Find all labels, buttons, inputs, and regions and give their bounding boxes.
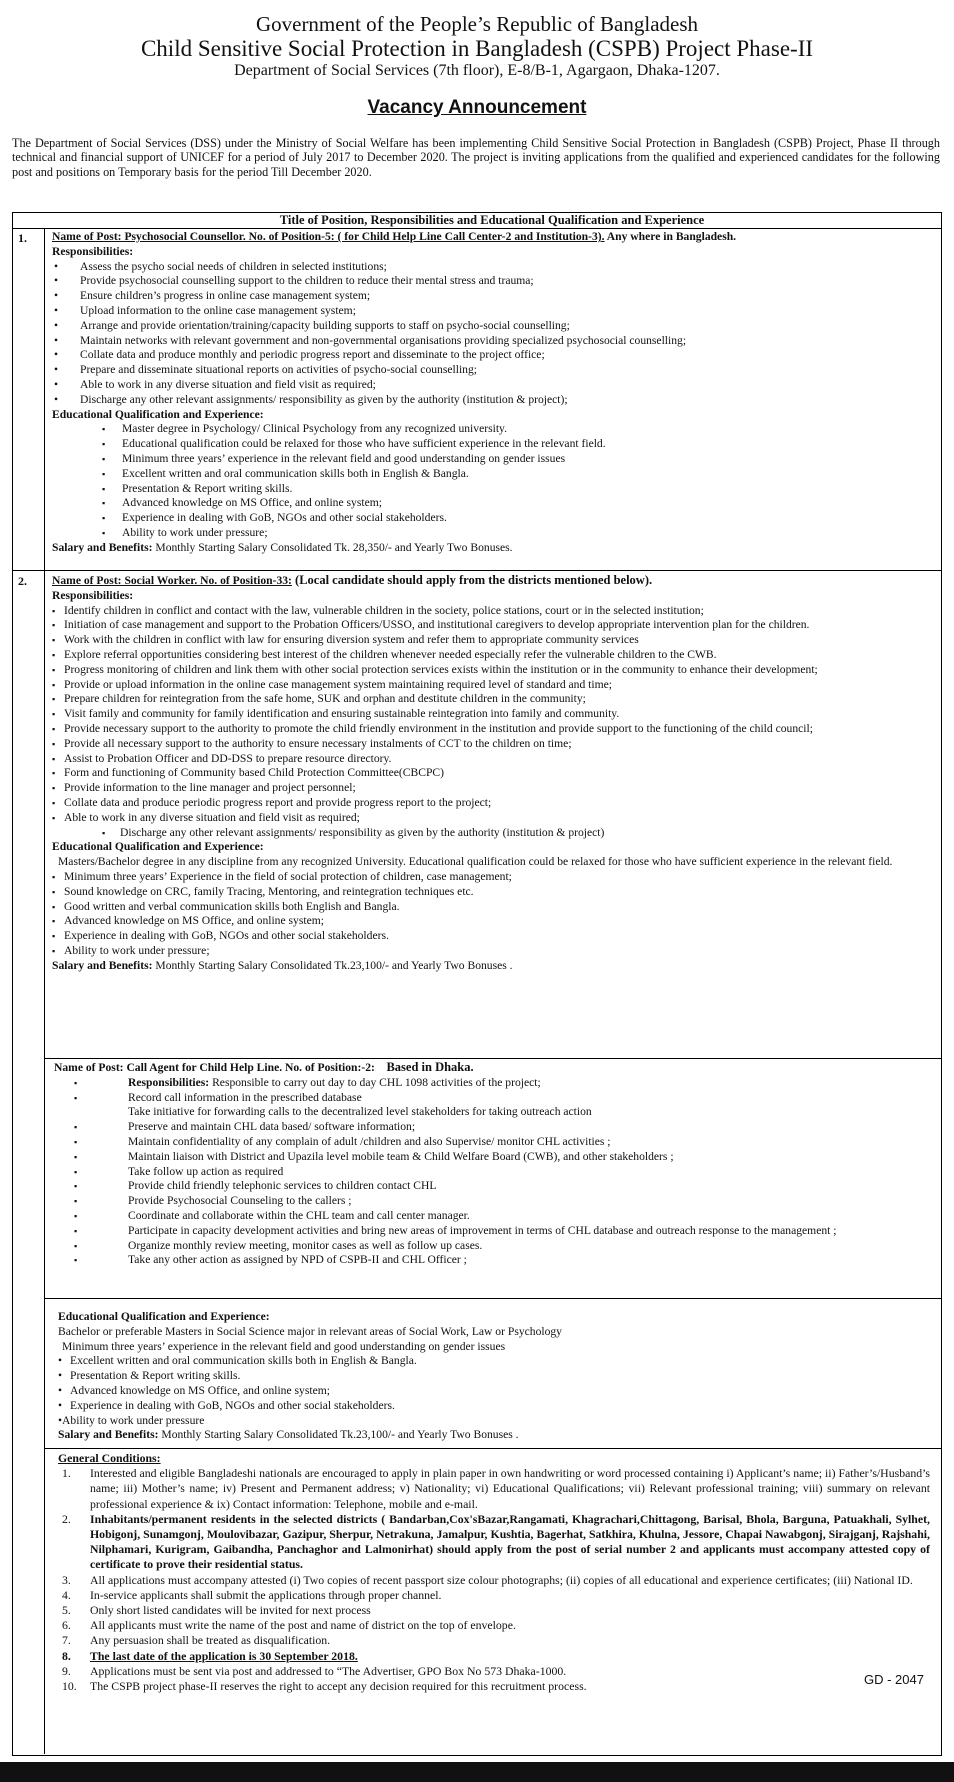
table-header: Title of Position, Responsibilities and Educational Qualification and Experience xyxy=(279,213,705,227)
item-text: Inhabitants/permanent residents in the selected districts ( Bandarban,Cox'sBazar,Rangamati, Khagrachari,Chittagong, Barisal, Bhola, Barguna, Patuakhali, Sylhet, Hobigonj, Sunamgonj, Moulovibazar, Gazipur, Sherpur, Netrakuna, Jamalpur, Kushtia, Bagerhat, Satkhira, Khulna, Jessore, Chapai Nawabgonj, Sirajganj, Rajshahi, Nilphamari, Kurigram, Gaibandha, Panchaghor and Lalmonirhat) should apply from the post of serial number 2 and applicants must accompany attested copy of certificate to prove their residential status. xyxy=(90,1511,930,1572)
post-1-responsibilities-label: Responsibilities: xyxy=(52,244,134,258)
header-project: Child Sensitive Social Protection in Bangladesh (CSPB) Project Phase-II xyxy=(140,36,814,61)
post-3-responsibilities xyxy=(54,1076,930,1268)
header-government: Government of the People’s Republic of Bangladesh xyxy=(255,12,699,36)
post-3-responsibilities-label: Responsibilities: xyxy=(128,1075,210,1089)
list-item: ▪ Master degree in Psychology/ Clinical Psychology from any recognized university. xyxy=(52,422,928,437)
list-item: ▪ Prepare children for reintegration from the safe home, SUK and orphan and destitute children in the community; xyxy=(52,692,928,707)
post-2-salary: Monthly Starting Salary Consolidated Tk.23,100/- and Yearly Two Bonuses . xyxy=(152,958,513,972)
list-item: ▪ Organize monthly review meeting, monitor cases as well as follow up cases. xyxy=(54,1239,930,1254)
list-item xyxy=(58,1512,930,1573)
list-item: ▪ Able to work in any diverse situation and field visit as required; xyxy=(52,811,928,826)
item-number: 2. xyxy=(62,1511,71,1526)
list-item: ▪ Discharge any other relevant assignments/ responsibility as given by the authority (institution & project) xyxy=(52,826,928,841)
list-item: ▪ Minimum three years’ experience in the relevant field and good understanding on gender issues xyxy=(52,452,928,467)
list-item: ▪ Identify children in conflict and contact with the law, vulnerable children in the society, police stations, court or in the selected institution; xyxy=(52,604,928,619)
item-text: Any persuasion shall be treated as disqualification. xyxy=(90,1633,331,1648)
list-item: ▪ Participate in capacity development activities and bring new areas of improvement in terms of CHL database and outreach response to the management ; xyxy=(54,1224,930,1239)
post-3-name: Name of Post: Call Agent for Child Help Line. No. of Position:-2: xyxy=(54,1061,375,1074)
list-item: • Excellent written and oral communication skills both in English & Bangla. xyxy=(58,1354,934,1369)
post-2-section xyxy=(52,573,928,974)
row-divider xyxy=(44,1448,941,1449)
item-number: 5. xyxy=(62,1603,71,1618)
post-1-salary: Monthly Starting Salary Consolidated Tk. 28,350/- and Yearly Two Bonuses. xyxy=(152,540,513,554)
list-item: ▪ Excellent written and oral communication skills both in English & Bangla. xyxy=(52,467,928,482)
item-number: 9. xyxy=(62,1663,71,1678)
list-item: ▪ Minimum three years’ Experience in the field of social protection of children, case management; xyxy=(52,870,928,885)
bottom-border xyxy=(0,1762,954,1782)
post-1-name: Name of Post: Psychosocial Counsellor. No. of Position-5: ( for Child Help Line Call Center-2 and Institution-3). xyxy=(52,230,605,243)
list-item: ▪ Educational qualification could be relaxed for those who have sufficient experience in the relevant field. xyxy=(52,437,928,452)
item-number: 10. xyxy=(62,1679,77,1694)
general-conditions-label: General Conditions: xyxy=(58,1451,161,1465)
list-item: • Assess the psycho social needs of children in selected institutions; xyxy=(52,260,928,275)
post-3-salary-label: Salary and Benefits: xyxy=(58,1428,159,1442)
item-text: All applications must accompany attested (i) Two copies of recent passport size colour photographs; (ii) copies of all educational and experience certificates; (iii) National ID. xyxy=(90,1572,913,1587)
reference-code: GD - 2047 xyxy=(864,1672,924,1687)
post-2-location: (Local candidate should apply from the districts mentioned below). xyxy=(291,573,653,587)
list-item: • Discharge any other relevant assignments/ responsibility as given by the authority (institution & project); xyxy=(52,393,928,408)
list-item: ▪ Visit family and community for family identification and ensuring sustainable reintegration into family and community. xyxy=(52,707,928,722)
list-item: • Prepare and disseminate situational reports on activities of psycho-social counselling; xyxy=(52,363,928,378)
list-item: ▪ Provide child friendly telephonic services to children contact CHL xyxy=(54,1179,930,1194)
list-item: ▪ Provide necessary support to the authority to promote the child friendly environment in the institution and provide support to the functioning of the child council; xyxy=(52,722,928,737)
post-3-salary: Monthly Starting Salary Consolidated Tk.23,100/- and Yearly Two Bonuses . xyxy=(158,1428,519,1442)
list-item: ▪ Provide or upload information in the online case management system maintaining required level of standard and time; xyxy=(52,678,928,693)
list-item xyxy=(58,1466,930,1512)
list-item: ▪ Take any other action as assigned by NPD of CSPB-II and CHL Officer ; xyxy=(54,1253,930,1268)
post-3-responsibility-first: Responsible to carry out day to day CHL 1098 activities of the project; xyxy=(209,1075,541,1089)
item-text: In-service applicants shall submit the applications through proper channel. xyxy=(90,1587,442,1602)
row-divider xyxy=(44,1298,941,1299)
list-item: ▪ Provide all necessary support to the authority to ensure necessary instalments of CCT to the children on time; xyxy=(52,737,928,752)
post-2-salary-label: Salary and Benefits: xyxy=(52,958,153,972)
item-number: 7. xyxy=(62,1633,71,1648)
general-conditions xyxy=(58,1451,930,1694)
list-item xyxy=(54,1076,930,1091)
item-text: Interested and eligible Bangladeshi nationals are encouraged to apply in plain paper in own handwriting or word processed containing i) Applicant’s name; ii) Father’s/Husband’s name; iii) Mother’s name; iv) Present and Permanent address; v) Nationality; vi) Educational Qualifications; vii) Relevant professional training; viii) summary on relevant professional experience & ix) Contact information: Telephone, mobile and e-mail. xyxy=(90,1466,930,1511)
list-item: ▪ Explore referral opportunities considering best interest of the children whenever needed especially refer the vulnerable children to the CWB. xyxy=(52,648,928,663)
list-item: ▪ Maintain confidentiality of any complain of adult /children and also Supervise/ monitor CHL activities ; xyxy=(54,1135,930,1150)
list-item: ▪ Good written and verbal communication skills both English and Bangla. xyxy=(52,900,928,915)
post-2-responsibilities xyxy=(52,604,928,826)
list-item: • Arrange and provide orientation/training/capacity building supports to staff on psycho-social counselling; xyxy=(52,319,928,334)
post-2-name: Name of Post: Social Worker. No. of Position-33: xyxy=(52,574,292,587)
column-divider xyxy=(44,228,45,1754)
item-number: 1. xyxy=(62,1466,71,1481)
post-3-education-last: •Ability to work under pressure xyxy=(58,1413,205,1427)
list-item: ▪ Provide Psychosocial Counseling to the callers ; xyxy=(54,1194,930,1209)
list-item: ▪ Experience in dealing with GoB, NGOs and other social stakeholders. xyxy=(52,511,928,526)
item-text: All applicants must write the name of the post and name of district on the top of envelope. xyxy=(90,1618,516,1633)
general-conditions-list xyxy=(58,1466,930,1694)
post-3-education-section xyxy=(58,1310,934,1443)
list-item: ▪ Preserve and maintain CHL data based/ software information; xyxy=(54,1120,930,1135)
item-text: The CSPB project phase-II reserves the right to accept any decision required for this recruitment process. xyxy=(90,1679,587,1694)
list-item xyxy=(58,1603,930,1618)
post-1-location: Any where in Bangladesh. xyxy=(604,230,737,243)
list-item xyxy=(58,1618,930,1633)
post-3-education-line-1: Bachelor or preferable Masters in Social Science major in relevant areas of Social Work, Law or Psychology xyxy=(58,1324,562,1338)
list-item: ▪ Coordinate and collaborate within the CHL team and call center manager. xyxy=(54,1209,930,1224)
list-item: • Maintain networks with relevant government and non-governmental organisations providing specialized psychosocial counselling; xyxy=(52,334,928,349)
list-item: • Experience in dealing with GoB, NGOs and other social stakeholders. xyxy=(58,1399,934,1414)
list-item xyxy=(58,1664,930,1679)
post-2-number: 2. xyxy=(18,574,27,588)
list-item: ▪ Sound knowledge on CRC, family Tracing, Mentoring, and reintegration techniques etc. xyxy=(52,885,928,900)
item-number: 4. xyxy=(62,1587,71,1602)
list-item: • Advanced knowledge on MS Office, and online system; xyxy=(58,1384,934,1399)
list-item: ▪ Initiation of case management and support to the Probation Officers/USSO, and institutional caregivers to develop appropriate intervention plan for the children. xyxy=(52,618,928,633)
item-text: The last date of the application is 30 September 2018. xyxy=(90,1648,358,1663)
post-2-responsibilities-label: Responsibilities: xyxy=(52,588,134,602)
post-3-section xyxy=(54,1060,930,1268)
list-item: • Provide psychosocial counselling support to the children to reduce their mental stress and trauma; xyxy=(52,274,928,289)
list-item: ▪ Experience in dealing with GoB, NGOs and other social stakeholders. xyxy=(52,929,928,944)
item-number: 3. xyxy=(62,1572,71,1587)
list-item: • Upload information to the online case management system; xyxy=(52,304,928,319)
list-item: ▪ Ability to work under pressure; xyxy=(52,944,928,959)
list-item: • Presentation & Report writing skills. xyxy=(58,1369,934,1384)
list-item: ▪ Advanced knowledge on MS Office, and online system; xyxy=(52,496,928,511)
list-item xyxy=(58,1633,930,1648)
list-item: ▪ Advanced knowledge on MS Office, and online system; xyxy=(52,914,928,929)
post-2-education xyxy=(52,870,928,959)
post-1-salary-label: Salary and Benefits: xyxy=(52,540,153,554)
list-item: • Able to work in any diverse situation and field visit as required; xyxy=(52,378,928,393)
intro-paragraph: The Department of Social Services (DSS) under the Ministry of Social Welfare has been implementing Child Sensitive Social Protection in Bangladesh (CSPB) Project, Phase II through technical and financial support of UNICEF for a period of July 2017 to December 2020. The project is inviting applications from the qualified and experienced candidates for the following post and positions on Temporary basis for the period Till December 2020. xyxy=(12,136,940,179)
list-item xyxy=(58,1588,930,1603)
item-text: Only short listed candidates will be invited for next process xyxy=(90,1603,371,1618)
row-divider xyxy=(12,570,941,571)
list-item: ▪ Take follow up action as required xyxy=(54,1165,930,1180)
list-item: ▪ Progress monitoring of children and link them with other social protection services exists within the institution or in the community to enhance their development; xyxy=(52,663,928,678)
item-number: 6. xyxy=(62,1618,71,1633)
list-item: • Collate data and produce monthly and periodic progress report and disseminate to the project office; xyxy=(52,348,928,363)
list-item: ▪ Provide information to the line manager and project personnel; xyxy=(52,781,928,796)
item-number: 8. xyxy=(62,1648,71,1663)
list-item: ▪ Maintain liaison with District and Upazila level mobile team & Child Welfare Board (CWB), and other stakeholders ; xyxy=(54,1150,930,1165)
list-item xyxy=(58,1649,930,1664)
post-2-discharge xyxy=(52,826,928,841)
list-item: • Ensure children’s progress in online case management system; xyxy=(52,289,928,304)
list-item: ▪ Collate data and produce periodic progress report and provide progress report to the project; xyxy=(52,796,928,811)
list-item: ▪ Record call information in the prescribed database xyxy=(54,1091,930,1106)
post-3-education xyxy=(58,1354,934,1413)
post-3-education-label: Educational Qualification and Experience: xyxy=(58,1310,270,1323)
post-2-education-paragraph: Masters/Bachelor degree in any discipline from any recognized University. Educational qualification could be relaxed for those who have sufficient experience in the relevant field. xyxy=(58,855,893,869)
item-text: Applications must be sent via post and addressed to “The Advertiser, GPO Box No 573 Dhaka-1000. xyxy=(90,1663,567,1678)
list-item: ▪ Assist to Probation Officer and DD-DSS to prepare resource directory. xyxy=(52,752,928,767)
post-1-education xyxy=(52,422,928,540)
header-address: Department of Social Services (7th floor), E-8/B-1, Agargaon, Dhaka-1207. xyxy=(234,62,720,79)
list-item: Take initiative for forwarding calls to the decentralized level stakeholders for taking outreach action xyxy=(128,1105,592,1119)
page-title: Vacancy Announcement xyxy=(367,97,587,118)
post-2-education-label: Educational Qualification and Experience: xyxy=(52,840,264,854)
list-item xyxy=(58,1573,930,1588)
post-1-responsibilities xyxy=(52,260,928,408)
post-1-education-label: Educational Qualification and Experience: xyxy=(52,407,264,421)
post-3-location: Based in Dhaka. xyxy=(386,1060,474,1074)
list-item: ▪ Form and functioning of Community based Child Protection Committee(CBCPC) xyxy=(52,766,928,781)
list-item: ▪ Work with the children in conflict with law for ensuring diversion system and refer them to appropriate community services xyxy=(52,633,928,648)
list-item: ▪ Presentation & Report writing skills. xyxy=(52,482,928,497)
row-divider xyxy=(44,1058,941,1059)
row-divider xyxy=(12,228,941,229)
post-1-section xyxy=(52,230,928,556)
post-1-number: 1. xyxy=(18,231,27,245)
post-3-education-line-2: Minimum three years’ experience in the relevant field and good understanding on gender issues xyxy=(62,1339,506,1353)
list-item xyxy=(58,1679,930,1694)
list-item: ▪ Ability to work under pressure; xyxy=(52,526,928,541)
